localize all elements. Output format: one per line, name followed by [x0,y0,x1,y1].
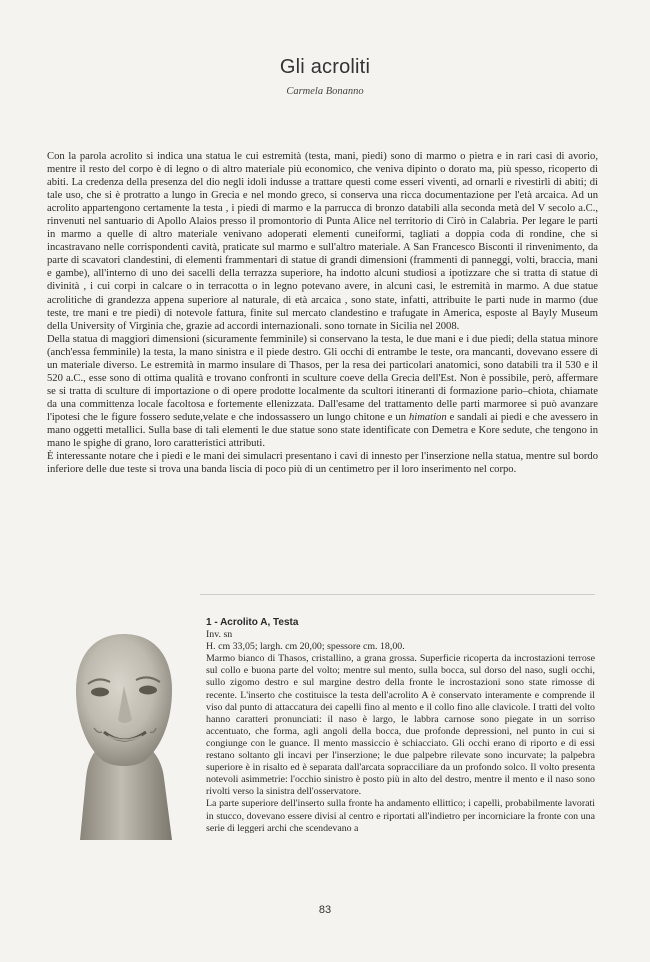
intro-paragraph-1: Con la parola acrolito si indica una statua le cui estremità (testa, mani, piedi) sono di marmo o pietra e in rari casi di avorio, mentre il resto del corpo è di legno o di altro materiale più economico, che veniva dipinto o dorato ma, più spesso, ricoperto di abiti. La credenza della presenza del dio negli idoli indusse a trattare questi come esseri viventi, ad ornarli e rivestirli di abiti; di tale uso, che si è protratto a lungo in Grecia e nel mondo greco, si conserva una ricca documentazione per l'età arcaica. Ad un acrolito appartengono certamente la testa , i piedi di marmo e la parrucca di bronzo databili alla seconda metà del V secolo a.C., rinvenuti nel santuario di Apollo Alaios presso il promontorio di Punta Alice nel territorio di Cirò in Calabria. Per legare le parti in marmo a quelle di altro materiale venivano adoperati elementi cuneiformi, tagliati a doppia coda di rondine, che si incastravano nelle corrispondenti cavità, praticate sul marmo e sull'altro materiale. A San Francesco Bisconti il rinvenimento, da parte di scavatori clandestini, di elementi frammentari di statue di grandi dimensioni (frammenti di panneggi, volti, braccia, mani e gambe), all'interno di uno dei sacelli della terrazza superiore, ha indotto alcuni studiosi a ipotizzare che si tratta di statue di divinità , i cui corpi in calcare o in terracotta o in legno potevano avere, in alcuni casi, le estremità in marmo. A due statue acrolitiche di grandezza appena superiore al naturale, di età arcaica , sono state, infatti, attribuite le parti nude in marmo (due teste, tre mani e tre piedi) di notevole fattura, finite sul mercato clandestino e trafugate in America, esposte al Bayly Museum della University of Virginia che, grazie ad accordi internazionali. sono tornate in Sicilia nel 2008. [47,151,598,332]
acrolith-head-photo [58,628,190,840]
entry-description: Marmo bianco di Thasos, cristallino, a grana grossa. Superficie ricoperta da incrostazioni terrose sul collo e buona parte del volto; mentre sul mento, sulla bocca, sul dorso del naso, sugli occhi, sullo zigomo destro e sul margine destro della fronte le incrostazioni sono state rimosse di recente. L'inserto che costituisce la testa dell'acrolito A è conservato interamente e comprende il viso dal punto di attaccatura dei capelli fino al mento e il collo fino alle clavicole. I tratti del volto hanno caratteri pronunciati: il naso è largo, le labbra carnose sono piegate in un sorriso accentuato, che forma, agli angoli della bocca, due profonde depressioni, nel punto in cui si congiunge con le guance. Il mento massiccio è schiacciato. Gli occhi erano di riporto e di essi restano soltanto gli incavi per l'inserzione; le due palpebre rilevate sono incurvate; la palpebra superiore è in risalto ed è separata dall'arcata sopracciliare da un profondo solco. Il volto presenta notevoli asimmetrie: l'occhio sinistro è posto più in alto del destro, mentre il mento e il naso sono rivolti verso la sinistra dell'osservatore. [206,653,595,798]
entry-title: 1 - Acrolito A, Testa [206,617,299,628]
intro-paragraph-3: È interessante notare che i piedi e le mani dei simulacri presentano i cavi di innesto per l'inserzione nella statua, mentre sul bordo inferiore delle due teste si trova una banda liscia di poco più di un centimetro per il loro inserimento nel corpo. [47,451,598,476]
page-number: 83 [318,904,332,916]
intro-paragraph-2 [47,333,598,450]
entry-description-continued: La parte superiore dell'inserto sulla fronte ha andamento ellittico; i capelli, probabilmente lavorati in stucco, dovevano essere divisi al centro e riportati all'indietro per incorniciare la fronte con una serie di leggeri archi che scendevano a [206,798,595,834]
page-title: Gli acroliti [279,56,371,78]
intro-paragraph-2-end: e sandali ai piedi e che avessero in mano oggetti metallici. Sulla base di tali elementi le due statue sono state identificate con Demetra e Kore sedute, che tengono in mano le spighe di grano, loro caratteristici attributi. [47,411,599,450]
section-divider [200,594,595,595]
catalogue-entry [206,617,595,835]
himation-term: himation [408,411,447,423]
entry-inventory: Inv. sn [206,629,233,641]
marble-head-image [58,628,190,840]
intro-paragraph-2-start: Della statua di maggiori dimensioni (sicuramente femminile) si conservano la testa, le due mani e i due piedi; della statua minore (anch'essa femminile) la testa, la mano sinistra e il piede destro. Gli occhi di entrambe le teste, ora mancanti, dovevano essere di un materiale diverso. Le estremità in marmo insulare di Thasos, per la resa dei particolari anatomici, sono databili tra il 530 e il 520 a.C., esse sono di ottima qualità e trovano confronti in sculture coeve della Grecia dell'Est. Non è possibile, però, affermare se si tratta di sculture di importazione o di opere prodotte localmente da scultori itineranti di formazione pario–chiota, chiamate da una committenza locale facoltosa e fortemente ellenizzata. Dall'esame del trattamento delle parti marmoree si può avanzare l'ipotesi che le figure fossero sedute,velate e che indossassero un lungo chitone e un [47,333,598,423]
author-name: Carmela Bonanno [286,86,364,97]
entry-dimensions: H. cm 33,05; largh. cm 20,00; spessore cm. 18,00. [206,641,405,653]
intro-text [47,150,598,476]
